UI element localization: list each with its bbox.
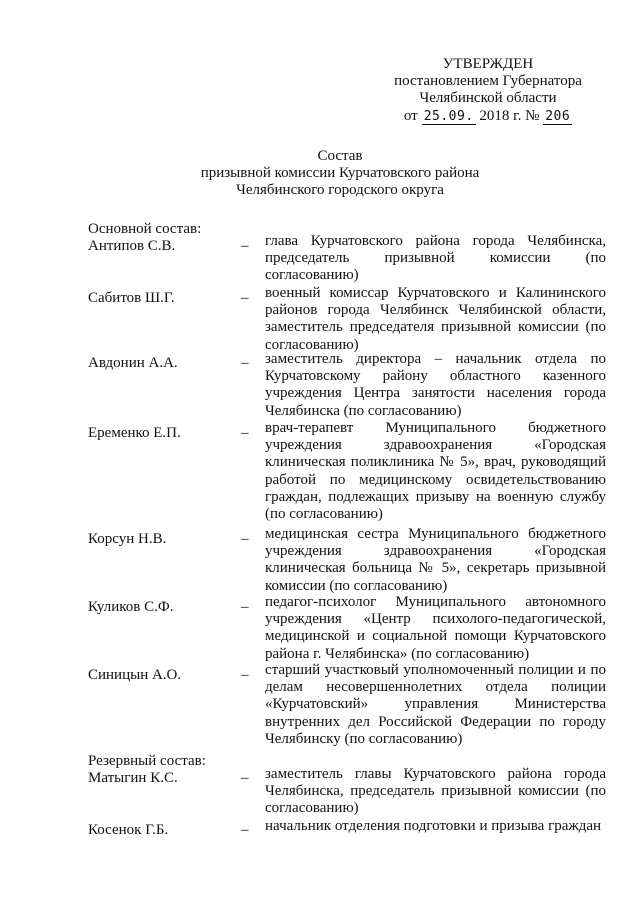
member-name: Косенок Г.Б. — [88, 822, 169, 838]
member-dash: – — [241, 355, 249, 371]
member-name: Авдонин А.А. — [88, 355, 178, 371]
member-dash: – — [241, 822, 249, 838]
document-title — [140, 148, 540, 200]
member-role: начальник отделения подготовки и призыва граждан — [265, 818, 602, 834]
member-role: заместитель главы Курчатовского района города Челябинска, председатель призывной комиссии (по согласованию) — [265, 766, 606, 817]
member-role: педагог-психолог Муниципального автономного учреждения «Центр психолого-педагогической, медицинской и социальной помощи Курчатовского района г. Челябинска» (по согласованию) — [265, 594, 606, 662]
main-section-label: Основной состав: — [88, 221, 202, 237]
approval-year: 2018 г. № — [479, 107, 540, 124]
approval-number: 206 — [545, 108, 571, 124]
member-name: Антипов С.В. — [88, 238, 176, 254]
member-role: медицинская сестра Муниципального бюджетного учреждения здравоохранения «Городская клиническая больница № 5», секретарь призывной комиссии (по согласованию) — [265, 526, 606, 594]
approval-date: 25.09. — [423, 108, 474, 124]
member-dash: – — [241, 531, 249, 547]
member-dash: – — [241, 667, 249, 683]
member-name: Куликов С.Ф. — [88, 599, 174, 615]
member-dash: – — [241, 425, 249, 441]
approval-status: УТВЕРЖДЕН — [442, 56, 534, 72]
member-dash: – — [241, 238, 249, 254]
member-dash: – — [241, 770, 249, 786]
title-line-2: призывной комиссии Курчатовского района — [200, 165, 480, 182]
member-dash: – — [241, 599, 249, 615]
member-name: Корсун Н.В. — [88, 531, 167, 547]
member-role: глава Курчатовского района города Челябинска, председатель призывной комиссии (по согласованию) — [265, 233, 606, 284]
approval-block — [388, 56, 588, 125]
member-name: Еременко Е.П. — [88, 425, 181, 441]
approval-line-2: Челябинской области — [419, 90, 557, 107]
member-name: Синицын А.О. — [88, 667, 182, 683]
member-dash: – — [241, 290, 249, 306]
approval-date-line — [388, 108, 588, 125]
member-role: военный комиссар Курчатовского и Калининского районов города Челябинск Челябинской области, заместитель председателя призывной комиссии (по согласованию) — [265, 285, 606, 353]
member-name: Сабитов Ш.Г. — [88, 290, 175, 306]
title-line-1: Состав — [317, 148, 363, 164]
member-role: врач-терапевт Муниципального бюджетного учреждения здравоохранения «Городская клиническая поликлиника № 5», врач, руководящий работой по медицинскому освидетельствованию граждан, подлежащих призыву на военную службу (по согласованию) — [265, 420, 606, 523]
approval-date-prefix: от — [403, 107, 418, 124]
title-line-3: Челябинского городского округа — [236, 182, 444, 199]
approval-line-1: постановлением Губернатора — [394, 73, 582, 90]
member-name: Матыгин К.С. — [88, 770, 178, 786]
member-role: старший участковый уполномоченный полиции и по делам несовершеннолетних отдела полиции «Курчатовский» управления Министерства внутренних дел Российской Федерации по городу Челябинску (по согласованию) — [265, 662, 606, 747]
member-role: заместитель директора – начальник отдела по Курчатовскому району областного казенного учреждения Центра занятости населения города Челябинска (по согласованию) — [265, 351, 606, 419]
reserve-section-label: Резервный состав: — [88, 753, 206, 769]
